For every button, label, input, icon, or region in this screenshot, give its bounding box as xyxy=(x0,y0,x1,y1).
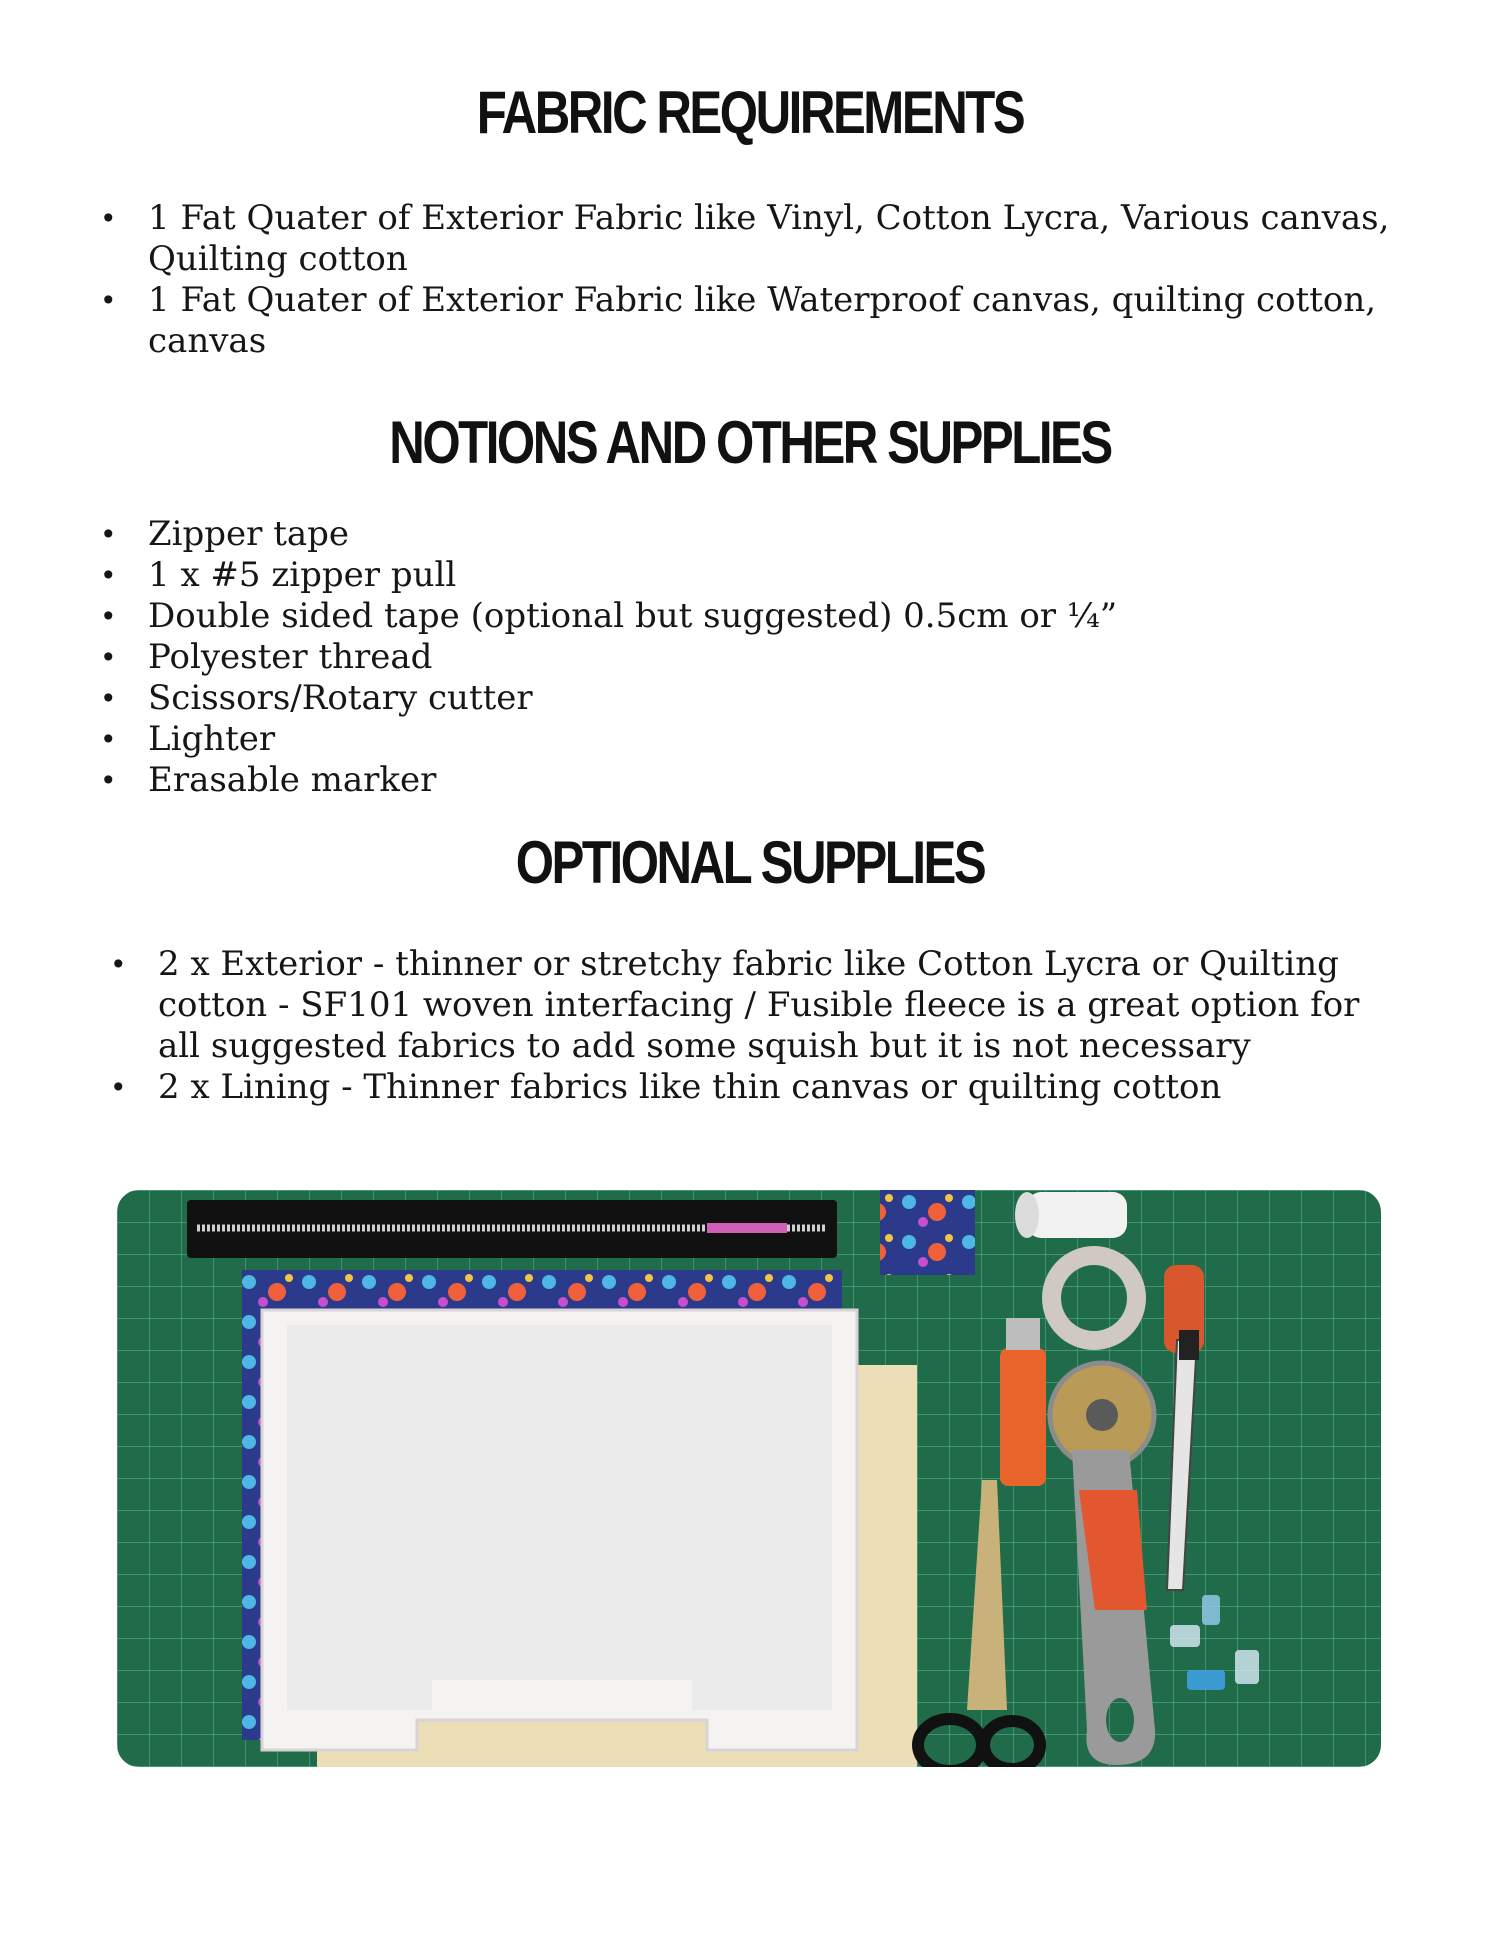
list-item: • 2 x Exterior - thinner or stretchy fabric like Cotton Lycra or Quilting cotton - SF101 woven interfacing / Fusible fleece is a great option for all suggested fabrics to add some squish but it is not necessary xyxy=(110,944,1400,1067)
lighter xyxy=(1000,1348,1046,1486)
sewing-clip xyxy=(1187,1670,1225,1690)
fabric-requirements-list xyxy=(100,198,1400,362)
list-item: • Zipper tape xyxy=(100,514,1400,555)
sewing-clip xyxy=(1235,1650,1259,1684)
fabric-requirements-heading: FABRIC REQUIREMENTS xyxy=(476,79,1024,146)
list-item: • 1 x #5 zipper pull xyxy=(100,555,1400,596)
list-item: • 1 Fat Quater of Exterior Fabric like Vinyl, Cotton Lycra, Various canvas, Quilting cotton xyxy=(100,198,1400,280)
list-item: • Scissors/Rotary cutter xyxy=(100,678,1400,719)
sewing-clip xyxy=(1202,1595,1220,1625)
thread-spool xyxy=(1027,1192,1127,1238)
list-item: • 1 Fat Quater of Exterior Fabric like Waterproof canvas, quilting cotton, canvas xyxy=(100,280,1400,362)
sewing-clip xyxy=(1170,1625,1200,1647)
supplies-photo xyxy=(117,1190,1381,1767)
notions-list xyxy=(100,514,1400,801)
list-item: • Lighter xyxy=(100,719,1400,760)
list-item: • Double sided tape (optional but suggested) 0.5cm or ¼” xyxy=(100,596,1400,637)
notions-heading: NOTIONS AND OTHER SUPPLIES xyxy=(389,409,1111,476)
optional-supplies-list xyxy=(110,944,1400,1108)
list-item: • Erasable marker xyxy=(100,760,1400,801)
optional-supplies-heading: OPTIONAL SUPPLIES xyxy=(515,829,985,896)
list-item: • Polyester thread xyxy=(100,637,1400,678)
list-item: • 2 x Lining - Thinner fabrics like thin canvas or quilting cotton xyxy=(110,1067,1400,1108)
fusible-fleece xyxy=(287,1325,832,1710)
exterior-fabric-swatch xyxy=(880,1190,975,1275)
